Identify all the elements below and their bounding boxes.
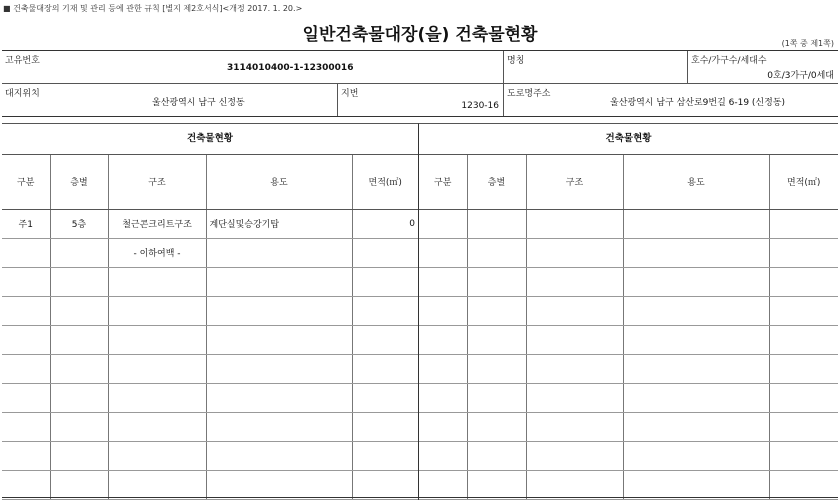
table-cell-area <box>352 470 418 499</box>
table-cell-area <box>769 325 838 354</box>
col-structure-header: 구조 <box>526 155 623 209</box>
site-label: 대지위치 <box>5 89 40 99</box>
table-cell-floor <box>50 412 108 441</box>
table-cell-structure <box>108 296 206 325</box>
table-cell-structure <box>526 412 623 441</box>
table-cell-floor: 5층 <box>50 209 108 238</box>
table-cell-type <box>2 238 50 267</box>
table-cell-use <box>206 325 352 354</box>
col-structure-header: 구조 <box>108 155 206 209</box>
table-cell-floor <box>467 412 526 441</box>
table-row <box>2 209 418 238</box>
lot-value: 1230-16 <box>461 101 499 111</box>
col-floor-header: 층별 <box>50 155 108 209</box>
table-cell-type <box>419 267 467 296</box>
info-row-2 <box>2 84 838 117</box>
table-cell-use <box>206 441 352 470</box>
right-table <box>419 155 838 500</box>
table-row <box>419 296 838 325</box>
col-type-header: 구분 <box>2 155 50 209</box>
table-row <box>2 354 418 383</box>
table-cell-area <box>769 412 838 441</box>
col-area-header: 면적(㎡) <box>769 155 838 209</box>
table-cell-use <box>623 441 769 470</box>
table-cell-type <box>2 267 50 296</box>
left-table-header-row <box>2 155 418 209</box>
table-cell-structure: - 이하여백 - <box>108 238 206 267</box>
table-cell-use <box>206 354 352 383</box>
table-cell-area: 0 <box>352 209 418 238</box>
table-cell-type <box>419 296 467 325</box>
right-table-header-row <box>419 155 838 209</box>
left-status-table <box>2 123 419 500</box>
table-cell-area <box>769 296 838 325</box>
table-cell-floor <box>50 470 108 499</box>
table-cell-use <box>206 296 352 325</box>
table-cell-floor <box>50 354 108 383</box>
name-label: 명칭 <box>507 56 525 66</box>
table-cell-area <box>352 325 418 354</box>
table-cell-area <box>769 470 838 499</box>
table-cell-structure: 철근콘크리트구조 <box>108 209 206 238</box>
table-cell-floor <box>50 383 108 412</box>
table-cell-use <box>206 267 352 296</box>
table-row <box>419 209 838 238</box>
table-cell-area <box>352 441 418 470</box>
lot-label: 지번 <box>341 89 359 99</box>
table-cell-type <box>419 325 467 354</box>
table-cell-type <box>2 441 50 470</box>
table-row <box>419 325 838 354</box>
info-row-1 <box>2 51 838 84</box>
table-cell-type <box>2 325 50 354</box>
table-row <box>419 470 838 499</box>
units-value: 0호/3가구/0세대 <box>767 71 834 81</box>
table-row <box>2 441 418 470</box>
table-cell-structure <box>526 354 623 383</box>
lot-cell <box>338 84 504 116</box>
right-status-table <box>419 123 838 500</box>
table-cell-area <box>769 267 838 296</box>
table-cell-type <box>2 354 50 383</box>
table-row <box>419 354 838 383</box>
table-row <box>2 383 418 412</box>
table-cell-area <box>769 441 838 470</box>
col-floor-header: 층별 <box>467 155 526 209</box>
table-cell-type <box>2 383 50 412</box>
bottom-border <box>2 497 838 498</box>
table-cell-type <box>419 441 467 470</box>
table-cell-use <box>623 209 769 238</box>
table-cell-floor <box>50 441 108 470</box>
table-cell-floor <box>467 238 526 267</box>
table-cell-use <box>623 412 769 441</box>
site-cell <box>2 84 338 116</box>
table-cell-structure <box>108 441 206 470</box>
table-cell-type <box>2 412 50 441</box>
table-cell-floor <box>50 238 108 267</box>
table-cell-floor <box>50 325 108 354</box>
table-cell-area <box>352 267 418 296</box>
table-cell-use <box>623 470 769 499</box>
table-cell-use <box>206 412 352 441</box>
table-cell-structure <box>526 296 623 325</box>
table-row <box>419 383 838 412</box>
building-info-block <box>2 50 838 117</box>
unique-no-cell <box>2 51 504 83</box>
site-value: 울산광역시 남구 신정동 <box>152 98 245 108</box>
col-area-header: 면적(㎡) <box>352 155 418 209</box>
table-cell-structure <box>526 470 623 499</box>
table-cell-type: 주1 <box>2 209 50 238</box>
table-cell-floor <box>467 441 526 470</box>
table-row <box>419 267 838 296</box>
table-cell-structure <box>526 238 623 267</box>
table-row <box>2 267 418 296</box>
table-cell-floor <box>467 470 526 499</box>
table-cell-area <box>352 412 418 441</box>
table-cell-floor <box>50 267 108 296</box>
table-cell-use: 계단실및승강기탑 <box>206 209 352 238</box>
table-cell-type <box>2 470 50 499</box>
table-cell-floor <box>467 267 526 296</box>
table-cell-area <box>352 383 418 412</box>
table-cell-use <box>623 296 769 325</box>
table-cell-use <box>206 383 352 412</box>
table-cell-structure <box>108 383 206 412</box>
col-use-header: 용도 <box>623 155 769 209</box>
table-cell-area <box>769 209 838 238</box>
name-cell <box>504 51 688 83</box>
unique-no-label: 고유번호 <box>5 56 40 66</box>
table-cell-area <box>352 296 418 325</box>
table-cell-structure <box>108 267 206 296</box>
table-cell-structure <box>526 209 623 238</box>
table-cell-use <box>623 383 769 412</box>
table-cell-structure <box>108 354 206 383</box>
table-row <box>2 238 418 267</box>
table-cell-floor <box>467 383 526 412</box>
table-cell-area <box>769 383 838 412</box>
road-value: 울산광역시 남구 삼산로9번길 6-19 (신정동) <box>610 98 786 108</box>
table-cell-type <box>419 412 467 441</box>
table-row <box>419 238 838 267</box>
table-cell-type <box>419 209 467 238</box>
table-cell-area <box>352 354 418 383</box>
table-cell-structure <box>108 470 206 499</box>
page-info: (1쪽 중 제1쪽) <box>781 39 834 48</box>
table-row <box>2 296 418 325</box>
col-type-header: 구분 <box>419 155 467 209</box>
table-row <box>2 412 418 441</box>
table-cell-type <box>419 354 467 383</box>
table-cell-type <box>2 296 50 325</box>
table-cell-area <box>769 238 838 267</box>
table-cell-use <box>206 238 352 267</box>
left-table <box>2 155 418 500</box>
table-cell-area <box>352 238 418 267</box>
units-cell <box>688 51 838 83</box>
table-cell-floor <box>467 209 526 238</box>
table-cell-structure <box>108 325 206 354</box>
unique-no-value: 3114010400-1-12300016 <box>227 63 354 73</box>
table-cell-floor <box>467 354 526 383</box>
table-row <box>2 470 418 499</box>
right-table-title: 건축물현황 <box>419 124 838 155</box>
form-reference: ■ 건축물대장의 기재 및 관리 등에 관한 규칙 [별지 제2호서식]<개정 2017. 1. 20.> <box>3 4 303 13</box>
table-cell-floor <box>50 296 108 325</box>
road-cell <box>504 84 838 116</box>
table-cell-structure <box>526 267 623 296</box>
table-cell-use <box>623 354 769 383</box>
table-cell-floor <box>467 296 526 325</box>
table-row <box>419 412 838 441</box>
table-cell-type <box>419 470 467 499</box>
table-cell-use <box>623 267 769 296</box>
table-cell-type <box>419 383 467 412</box>
table-cell-use <box>623 238 769 267</box>
col-use-header: 용도 <box>206 155 352 209</box>
road-label: 도로명주소 <box>507 89 551 99</box>
table-cell-type <box>419 238 467 267</box>
table-cell-structure <box>526 325 623 354</box>
table-cell-area <box>769 354 838 383</box>
table-cell-use <box>623 325 769 354</box>
table-cell-structure <box>108 412 206 441</box>
table-cell-use <box>206 470 352 499</box>
table-cell-structure <box>526 383 623 412</box>
page-title: 일반건축물대장(을) 건축물현황 <box>302 25 538 45</box>
table-cell-floor <box>467 325 526 354</box>
left-table-title: 건축물현황 <box>2 124 418 155</box>
table-row <box>419 441 838 470</box>
table-cell-structure <box>526 441 623 470</box>
table-row <box>2 325 418 354</box>
units-label: 호수/가구수/세대수 <box>691 56 767 66</box>
